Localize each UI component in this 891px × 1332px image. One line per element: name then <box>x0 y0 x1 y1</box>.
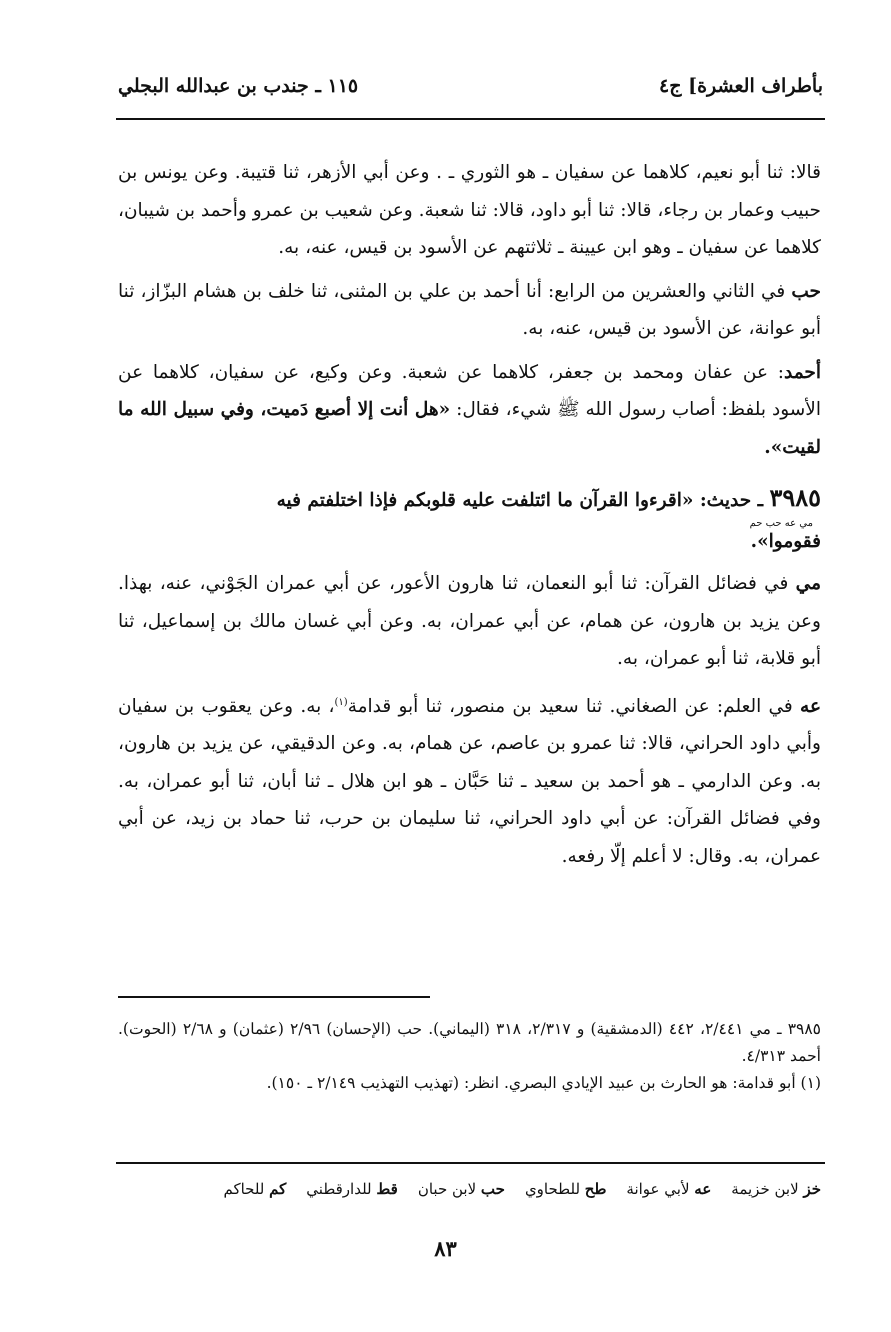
legend-item: عه لأبي عوانة <box>626 1180 712 1198</box>
paragraph-text: في العلم: عن الصغاني. ثنا سعيد بن منصور، ثنا أبو قدامة <box>347 695 801 717</box>
legend-item: كم للحاكم <box>223 1180 287 1198</box>
legend-item: قط للدارقطني <box>306 1180 398 1198</box>
paragraph-text: في فضائل القرآن: ثنا أبو النعمان، ثنا هارون الأعور، عن أبي عمران الجَوْني، عنه، بهذا. وعن يزيد بن هارون، عن همام، عن أبي عمران، به. وعن أبي غسان مالك بن إسماعيل، ثنا أبو قلابة، ثنا أبو عمران، به. <box>118 573 821 669</box>
legend-divider <box>116 1162 825 1164</box>
footnote-1: (١) أبو قدامة: هو الحارث بن عبيد الإيادي البصري. انظر: (تهذيب التهذيب ٢/١٤٩ ـ ١٥٠). <box>266 1074 821 1092</box>
hadith-text-end: فقوموا». <box>750 531 821 552</box>
hadith-number: ٣٩٨٥ <box>769 483 821 512</box>
paragraph <box>118 684 821 876</box>
hadith-heading <box>118 480 821 529</box>
paragraph-text: ، به. وعن يعقوب بن سفيان وأبي داود الحراني، قالا: ثنا عمرو بن عاصم، عن همام، به. وعن الدقيقي، عن يزيد بن هارون، به. وعن الدارمي ـ هو أحمد بن سعيد ـ ثنا حَبَّان ـ هو ابن هلال ـ ثنا أبان، ثنا أبو عمران، به. وفي فضائل القرآن: عن أبي داود الحراني، ثنا سليمان بن حرب، ثنا حماد بن زيد، عن أبي عمران، به. وقال: لا أعلم إلّا رفعه. <box>118 695 821 867</box>
hadith-text: ـ حديث: «اقرءوا القرآن ما ائتلفت عليه قلوبكم فإذا اختلفتم فيه <box>276 490 770 511</box>
paragraph <box>118 154 821 267</box>
paragraph-text: في الثاني والعشرين من الرابع: أنا أحمد بن علي بن المثنى، ثنا خلف بن هشام البزّاز، ثنا أبو عوانة، عن الأسود بن قيس، عنه، به. <box>118 280 821 339</box>
footnote-divider <box>118 996 430 998</box>
paragraph <box>118 565 821 678</box>
running-header <box>118 66 823 106</box>
footnotes <box>118 1016 821 1097</box>
header-chapter-title: ١١٥ ـ جندب بن عبدالله البجلي <box>118 75 359 97</box>
source-siglum: مي <box>795 573 821 594</box>
abbreviation-legend <box>118 1180 821 1198</box>
source-siglum: أحمد <box>784 361 821 383</box>
header-book-title: بأطراف العشرة] ج٤ <box>659 75 823 97</box>
hadith-quote: «هل أنت إلا أصبع دَميت، وفي سبيل الله ما لقيت». <box>118 399 821 458</box>
paragraph <box>118 273 821 348</box>
hadith-sigla: مي عه حب حم <box>749 518 813 529</box>
legend-item: طح للطحاوي <box>524 1180 607 1198</box>
paragraph-text: : عن عفان ومحمد بن جعفر، كلاهما عن شعبة. وعن وكيع، عن سفيان، كلاهما عن الأسود بلفظ: أصاب رسول الله ﷺ شيء، فقال: <box>118 361 821 420</box>
paragraph-text: قالا: ثنا أبو نعيم، كلاهما عن سفيان ـ هو الثوري ـ . وعن أبي الأزهر، ثنا قتيبة. وعن يونس بن حبيب وعمار بن رجاء، قالا: ثنا أبو داود، قالا: ثنا شعبة. وعن شعيب بن عمرو وأحمد بن شيبان، كلاهما عن سفيان ـ وهو ابن عيينة ـ ثلاثتهم عن الأسود بن قيس، عنه، به. <box>118 162 821 258</box>
legend-item: خز لابن خزيمة <box>731 1180 821 1198</box>
legend-item: حب لابن حبان <box>417 1180 505 1198</box>
paragraph <box>118 354 821 467</box>
page-number: ٨٣ <box>434 1236 457 1261</box>
header-divider <box>116 118 825 120</box>
source-siglum: عه <box>800 695 821 717</box>
source-siglum: حب <box>791 280 821 302</box>
footnote-marker[interactable]: (١) <box>334 696 348 708</box>
footnote-references: ٣٩٨٥ ـ مي ٢/٤٤١، ٤٤٢ (الدمشقية) و ٢/٣١٧، ٣١٨ (اليماني). حب (الإحسان) ٢/٩٦ (عثمان) و ٢/٦٨ (الحوت). أحمد ٤/٣١٣. <box>118 1020 822 1065</box>
main-text <box>118 154 821 881</box>
